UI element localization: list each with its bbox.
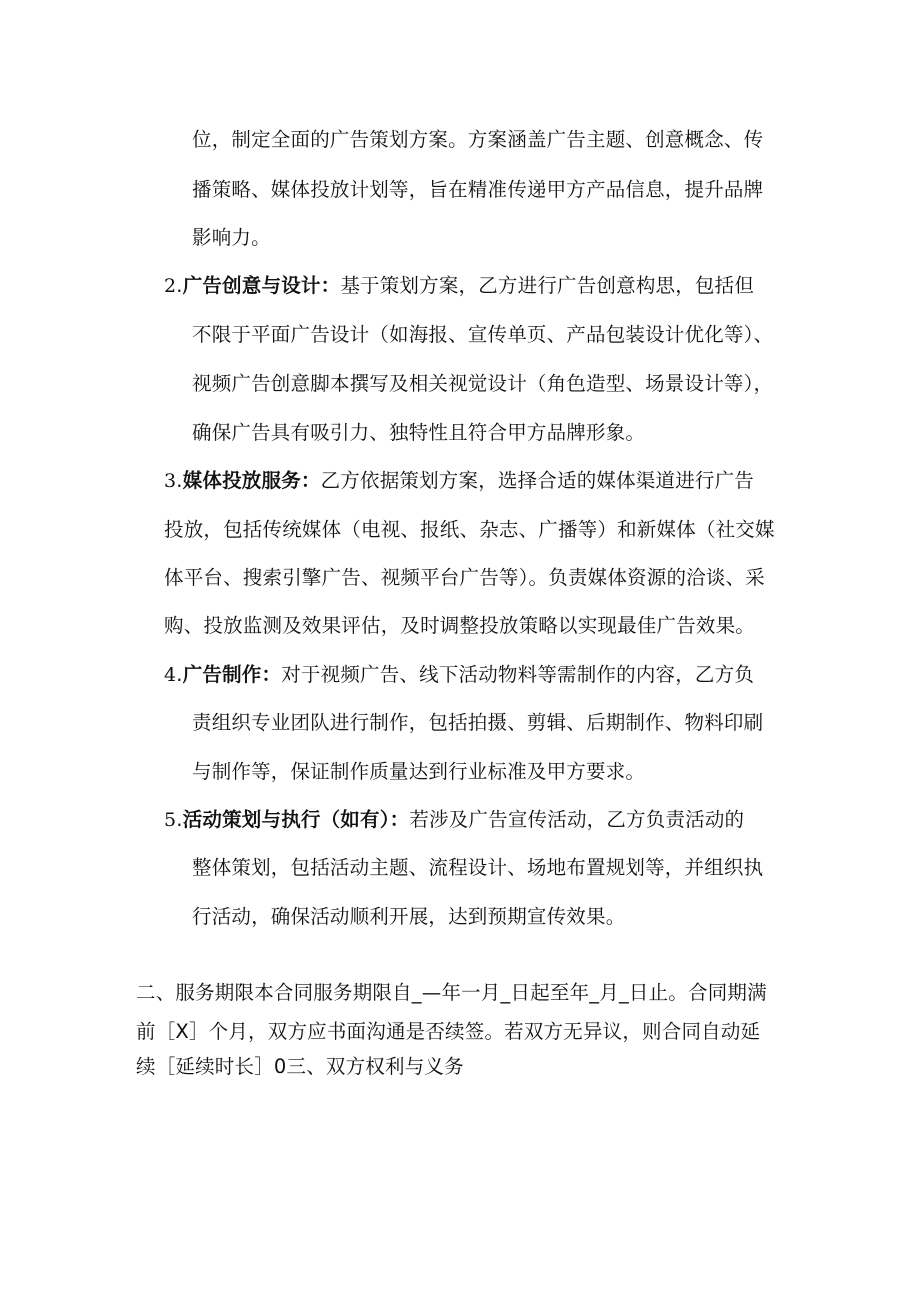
intro-line-1: 位，制定全面的广告策划方案。方案涵盖广告主题、创意概念、传 <box>192 128 764 151</box>
list-item-number: 2 <box>164 275 177 297</box>
list-item-5-first-line <box>164 804 744 832</box>
section-2-line-3: 续［延续时长］0三、双方权利与义务 <box>136 1055 464 1078</box>
list-item-2-line-4: 确保广告具有吸引力、独特性且符合甲方品牌形象。 <box>192 421 646 444</box>
list-item-dot: . <box>176 274 183 297</box>
intro-line-2: 播策略、媒体投放计划等，旨在精准传递甲方产品信息，提升品牌 <box>192 178 764 201</box>
list-item-text: 对于视频广告、线下活动物料等需制作的内容，乙方负 <box>281 663 755 686</box>
list-item-number: 3 <box>164 470 177 492</box>
list-item-title: 活动策划与执行（如有）： <box>182 808 410 831</box>
list-item-3-line-3: 体平台、搜索引擎广告、视频平台广告等）。负责媒体资源的洽谈、采 <box>164 566 765 589</box>
list-item-title: 广告创意与设计： <box>182 274 341 297</box>
list-item-dot: . <box>176 663 183 686</box>
list-item-4-first-line <box>164 659 754 687</box>
list-item-text: 基于策划方案，乙方进行广告创意构思，包括但 <box>340 274 755 297</box>
list-item-number: 5 <box>164 809 177 831</box>
list-item-dot: . <box>176 469 183 492</box>
list-item-dot: . <box>176 808 183 831</box>
list-item-title: 媒体投放服务： <box>182 469 321 492</box>
section-2-line-2: 前［X］个月，双方应书面沟通是否续签。若双方无异议，则合同自动延 <box>136 1020 761 1043</box>
list-item-3-line-4: 购、投放监测及效果评估，及时调整投放策略以实现最佳广告效果。 <box>164 614 756 637</box>
list-item-2-line-2: 不限于平面广告设计（如海报、宣传单页、产品包装设计优化等）、 <box>192 323 774 346</box>
intro-line-3: 影响力。 <box>192 226 271 249</box>
list-item-3-first-line <box>164 465 754 493</box>
list-item-5-line-2: 整体策划，包括活动主题、流程设计、场地布置规划等，并组织执 <box>192 856 764 879</box>
list-item-number: 4 <box>164 664 177 686</box>
list-item-title: 广告制作： <box>182 663 282 686</box>
list-item-2-first-line <box>164 270 754 298</box>
list-item-text: 乙方依据策划方案，选择合适的媒体渠道进行广告 <box>320 469 755 492</box>
list-item-3-line-2: 投放，包括传统媒体（电视、报纸、杂志、广播等）和新媒体（社交媒 <box>164 518 775 541</box>
section-2-line-1: 二、服务期限本合同服务期限自_—年一月_日起至年_月_日止。合同期满 <box>136 981 767 1004</box>
list-item-2-line-3: 视频广告创意脚本撰写及相关视觉设计（角色造型、场景设计等）， <box>192 372 774 395</box>
list-item-text: 若涉及广告宣传活动，乙方负责活动的 <box>409 808 745 831</box>
list-item-5-line-3: 行活动，确保活动顺利开展，达到预期宣传效果。 <box>192 905 626 928</box>
list-item-4-line-3: 与制作等，保证制作质量达到行业标准及甲方要求。 <box>192 760 646 783</box>
list-item-4-line-2: 责组织专业团队进行制作，包括拍摄、剪辑、后期制作、物料印刷 <box>192 711 764 734</box>
